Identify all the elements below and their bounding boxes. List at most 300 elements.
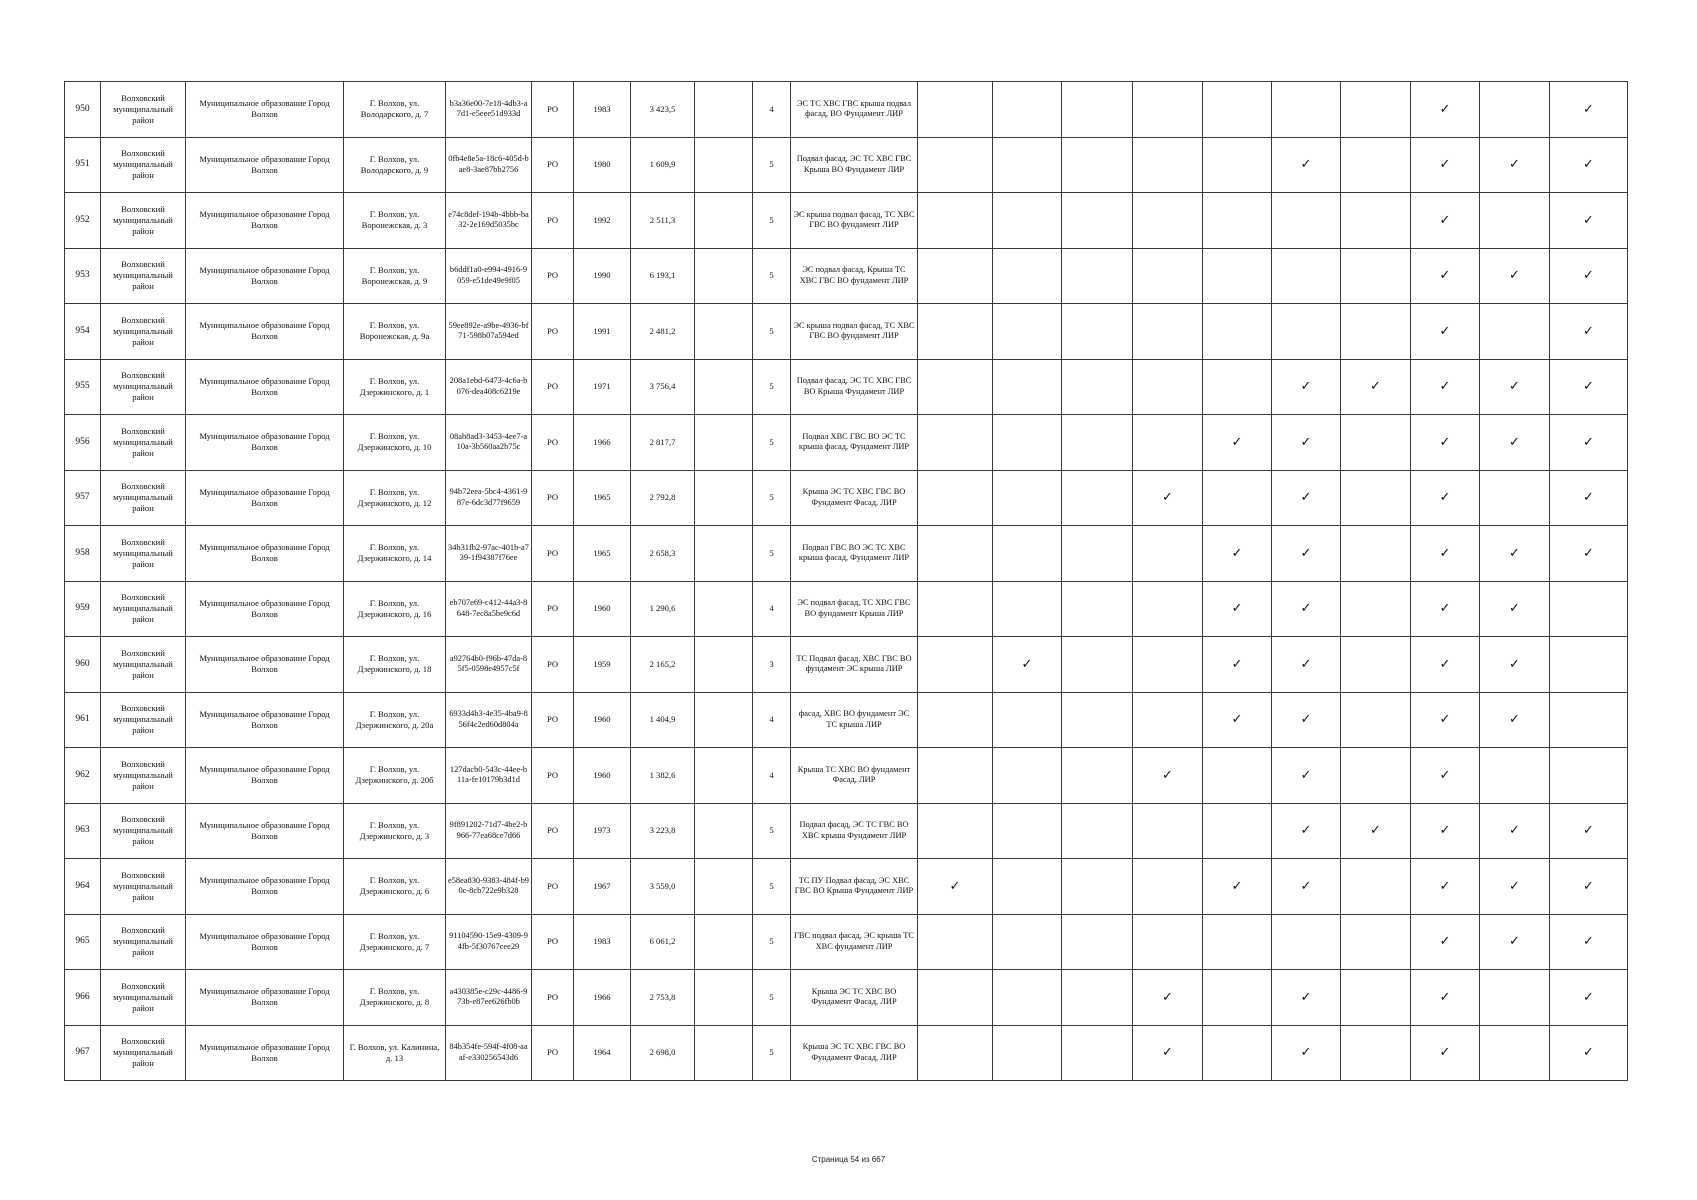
checkmark-icon: ✓ — [1509, 712, 1520, 728]
work-check-cell — [1550, 970, 1628, 1026]
work-check-cell — [1062, 304, 1133, 360]
work-check-cell — [1133, 581, 1203, 637]
work-check-cell — [1062, 470, 1133, 526]
work-check-cell — [1411, 859, 1480, 915]
work-check-cell — [1411, 581, 1480, 637]
total-area-cell: 3 559,0 — [631, 859, 695, 915]
work-check-cell — [1411, 415, 1480, 471]
work-check-cell — [1480, 304, 1550, 360]
total-area-cell: 6 193,1 — [631, 248, 695, 304]
house-guid-cell: 59ee892e-a9be-4936-bf71-598b07a594ed — [446, 304, 532, 360]
empty-cell — [695, 637, 753, 693]
work-check-cell — [1062, 970, 1133, 1026]
row-number: 957 — [65, 470, 101, 526]
address-cell: Г. Волхов, ул. Дзержинского, д. 18 — [344, 637, 446, 693]
district-cell: Волховский муниципальный район — [101, 415, 186, 471]
row-number: 963 — [65, 803, 101, 859]
account-type-cell: РО — [532, 581, 574, 637]
empty-cell — [695, 748, 753, 804]
checkmark-icon: ✓ — [1300, 989, 1312, 1005]
district-cell: Волховский муниципальный район — [101, 359, 186, 415]
district-cell: Волховский муниципальный район — [101, 82, 186, 138]
work-check-cell — [1062, 415, 1133, 471]
build-year-cell: 1965 — [574, 526, 631, 582]
empty-cell — [695, 359, 753, 415]
work-check-cell — [1550, 248, 1628, 304]
address-cell: Г. Волхов, ул. Дзержинского, д. 12 — [344, 470, 446, 526]
district-cell: Волховский муниципальный район — [101, 470, 186, 526]
work-check-cell — [1133, 748, 1203, 804]
municipality-cell: Муниципальное образование Город Волхов — [186, 304, 344, 360]
checkmark-icon: ✓ — [1370, 379, 1381, 395]
work-check-cell — [1062, 637, 1133, 693]
build-year-cell: 1980 — [574, 137, 631, 193]
total-area-cell: 3 223,8 — [631, 803, 695, 859]
checkmark-icon: ✓ — [1300, 545, 1312, 561]
work-check-cell — [1480, 359, 1550, 415]
district-cell: Волховский муниципальный район — [101, 859, 186, 915]
checkmark-icon: ✓ — [1300, 157, 1312, 173]
checkmark-icon: ✓ — [1509, 268, 1520, 284]
address-cell: Г. Волхов, ул. Дзержинского, д. 16 — [344, 581, 446, 637]
works-list-cell: ТС Подвал фасад, ХВС ГВС ВО фундамент ЭС крыша ЛИР — [791, 637, 918, 693]
work-check-cell — [1341, 914, 1411, 970]
work-check-cell — [1480, 859, 1550, 915]
work-check-cell — [993, 637, 1062, 693]
checkmark-icon: ✓ — [1583, 1045, 1594, 1061]
floors-cell: 3 — [753, 637, 791, 693]
total-area-cell: 2 792,8 — [631, 470, 695, 526]
work-check-cell — [1341, 82, 1411, 138]
work-check-cell — [993, 748, 1062, 804]
work-check-cell — [1203, 803, 1272, 859]
account-type-cell: РО — [532, 859, 574, 915]
work-check-cell — [1272, 304, 1341, 360]
address-cell: Г. Волхов, ул. Дзержинского, д. 10 — [344, 415, 446, 471]
municipality-cell: Муниципальное образование Город Волхов — [186, 914, 344, 970]
work-check-cell — [1272, 415, 1341, 471]
total-area-cell: 3 756,4 — [631, 359, 695, 415]
work-check-cell — [1133, 193, 1203, 249]
works-list-cell: ГВС подвал фасад, ЭС крыша ТС ХВС фундамент ЛИР — [791, 914, 918, 970]
table-row — [65, 470, 1628, 526]
checkmark-icon: ✓ — [1583, 157, 1594, 173]
checkmark-icon: ✓ — [1583, 212, 1594, 228]
work-check-cell — [918, 359, 993, 415]
table-row — [65, 692, 1628, 748]
address-cell: Г. Волхов, ул. Дзержинского, д. 7 — [344, 914, 446, 970]
work-check-cell — [1062, 137, 1133, 193]
address-cell: Г. Волхов, ул. Володарского, д. 9 — [344, 137, 446, 193]
work-check-cell — [1411, 248, 1480, 304]
address-cell: Г. Волхов, ул. Воронежская, д. 3 — [344, 193, 446, 249]
checkmark-icon: ✓ — [1583, 989, 1594, 1005]
work-check-cell — [1341, 1025, 1411, 1081]
empty-cell — [695, 193, 753, 249]
floors-cell: 5 — [753, 359, 791, 415]
build-year-cell: 1967 — [574, 859, 631, 915]
checkmark-icon: ✓ — [1231, 878, 1243, 894]
checkmark-icon: ✓ — [1509, 601, 1520, 617]
empty-cell — [695, 526, 753, 582]
build-year-cell: 1960 — [574, 748, 631, 804]
district-cell: Волховский муниципальный район — [101, 692, 186, 748]
work-check-cell — [1341, 304, 1411, 360]
floors-cell: 4 — [753, 692, 791, 748]
work-check-cell — [993, 193, 1062, 249]
work-check-cell — [1411, 1025, 1480, 1081]
work-check-cell — [1203, 637, 1272, 693]
row-number: 953 — [65, 248, 101, 304]
works-list-cell: Крыша ЭС ТС ХВС ВО Фундамент Фасад, ЛИР — [791, 970, 918, 1026]
total-area-cell: 2 511,3 — [631, 193, 695, 249]
row-number: 959 — [65, 581, 101, 637]
work-check-cell — [1341, 692, 1411, 748]
checkmark-icon: ✓ — [1162, 490, 1173, 506]
empty-cell — [695, 692, 753, 748]
work-check-cell — [918, 470, 993, 526]
table-row — [65, 859, 1628, 915]
work-check-cell — [1411, 914, 1480, 970]
work-check-cell — [1272, 748, 1341, 804]
works-list-cell: Подвал фасад, ЭС ТС ХВС ГВС Крыша ВО Фундамент ЛИР — [791, 137, 918, 193]
work-check-cell — [918, 581, 993, 637]
district-cell: Волховский муниципальный район — [101, 637, 186, 693]
work-check-cell — [1550, 803, 1628, 859]
work-check-cell — [918, 248, 993, 304]
checkmark-icon: ✓ — [1162, 989, 1173, 1005]
work-check-cell — [1341, 526, 1411, 582]
work-check-cell — [993, 304, 1062, 360]
work-check-cell — [918, 137, 993, 193]
work-check-cell — [1411, 748, 1480, 804]
address-cell: Г. Волхов, ул. Воронежская, д. 9 — [344, 248, 446, 304]
work-check-cell — [1272, 914, 1341, 970]
works-list-cell: ЭС крыша подвал фасад, ТС ХВС ГВС ВО фундамент ЛИР — [791, 193, 918, 249]
checkmark-icon: ✓ — [1583, 545, 1594, 561]
district-cell: Волховский муниципальный район — [101, 304, 186, 360]
municipality-cell: Муниципальное образование Город Волхов — [186, 193, 344, 249]
district-cell: Волховский муниципальный район — [101, 1025, 186, 1081]
floors-cell: 4 — [753, 581, 791, 637]
work-check-cell — [1411, 470, 1480, 526]
work-check-cell — [1062, 692, 1133, 748]
work-check-cell — [1062, 82, 1133, 138]
work-check-cell — [1133, 137, 1203, 193]
work-check-cell — [1341, 748, 1411, 804]
account-type-cell: РО — [532, 803, 574, 859]
account-type-cell: РО — [532, 970, 574, 1026]
floors-cell: 5 — [753, 304, 791, 360]
checkmark-icon: ✓ — [1583, 101, 1594, 117]
work-check-cell — [993, 82, 1062, 138]
checkmark-icon: ✓ — [1439, 545, 1451, 561]
address-cell: Г. Волхов, ул. Калинина, д. 13 — [344, 1025, 446, 1081]
empty-cell — [695, 970, 753, 1026]
work-check-cell — [1203, 970, 1272, 1026]
total-area-cell: 2 698,0 — [631, 1025, 695, 1081]
work-check-cell — [1550, 859, 1628, 915]
checkmark-icon: ✓ — [1583, 934, 1594, 950]
work-check-cell — [1550, 359, 1628, 415]
total-area-cell: 2 817,7 — [631, 415, 695, 471]
work-check-cell — [1272, 581, 1341, 637]
empty-cell — [695, 248, 753, 304]
work-check-cell — [1480, 470, 1550, 526]
house-guid-cell: 0fb4e8e5a-18c6-405d-bae8-3ae87bb2756 — [446, 137, 532, 193]
work-check-cell — [1203, 304, 1272, 360]
work-check-cell — [1203, 248, 1272, 304]
account-type-cell: РО — [532, 470, 574, 526]
build-year-cell: 1960 — [574, 692, 631, 748]
work-check-cell — [918, 304, 993, 360]
work-check-cell — [918, 748, 993, 804]
work-check-cell — [1062, 914, 1133, 970]
checkmark-icon: ✓ — [1583, 434, 1594, 450]
checkmark-icon: ✓ — [1439, 101, 1451, 117]
works-list-cell: Подвал ГВС ВО ЭС ТС ХВС крыша фасад, Фундамент ЛИР — [791, 526, 918, 582]
works-list-cell: Крыша ТС ХВС ВО фундамент Фасад, ЛИР — [791, 748, 918, 804]
work-check-cell — [1062, 248, 1133, 304]
work-check-cell — [1480, 1025, 1550, 1081]
account-type-cell: РО — [532, 637, 574, 693]
work-check-cell — [1062, 803, 1133, 859]
work-check-cell — [993, 470, 1062, 526]
district-cell: Волховский муниципальный район — [101, 970, 186, 1026]
account-type-cell: РО — [532, 248, 574, 304]
work-check-cell — [1341, 137, 1411, 193]
work-check-cell — [1203, 193, 1272, 249]
total-area-cell: 3 423,5 — [631, 82, 695, 138]
house-guid-cell: eb707e69-c412-44a3-8648-7ec8a5be9c6d — [446, 581, 532, 637]
work-check-cell — [1480, 581, 1550, 637]
account-type-cell: РО — [532, 692, 574, 748]
checkmark-icon: ✓ — [1439, 767, 1451, 783]
work-check-cell — [1411, 193, 1480, 249]
checkmark-icon: ✓ — [1439, 823, 1451, 839]
checkmark-icon: ✓ — [1439, 712, 1451, 728]
empty-cell — [695, 859, 753, 915]
row-number: 964 — [65, 859, 101, 915]
work-check-cell — [1411, 137, 1480, 193]
work-check-cell — [1411, 359, 1480, 415]
work-check-cell — [1062, 581, 1133, 637]
work-check-cell — [1341, 637, 1411, 693]
checkmark-icon: ✓ — [1439, 656, 1451, 672]
checkmark-icon: ✓ — [1439, 989, 1451, 1005]
table-row — [65, 193, 1628, 249]
work-check-cell — [1133, 359, 1203, 415]
total-area-cell: 6 061,2 — [631, 914, 695, 970]
work-check-cell — [1062, 1025, 1133, 1081]
work-check-cell — [1550, 470, 1628, 526]
empty-cell — [695, 1025, 753, 1081]
checkmark-icon: ✓ — [1439, 601, 1451, 617]
work-check-cell — [1480, 637, 1550, 693]
checkmark-icon: ✓ — [1509, 157, 1520, 173]
account-type-cell: РО — [532, 415, 574, 471]
total-area-cell: 1 290,6 — [631, 581, 695, 637]
work-check-cell — [1203, 692, 1272, 748]
work-check-cell — [1203, 470, 1272, 526]
works-list-cell: ЭС ТС ХВС ГВС крыша подвал фасад, ВО Фундамент ЛИР — [791, 82, 918, 138]
empty-cell — [695, 304, 753, 360]
work-check-cell — [1272, 193, 1341, 249]
checkmark-icon: ✓ — [1300, 434, 1312, 450]
work-check-cell — [1411, 82, 1480, 138]
work-check-cell — [1203, 1025, 1272, 1081]
checkmark-icon: ✓ — [1509, 823, 1520, 839]
total-area-cell: 2 481,2 — [631, 304, 695, 360]
checkmark-icon: ✓ — [1300, 656, 1312, 672]
work-check-cell — [1550, 137, 1628, 193]
checkmark-icon: ✓ — [1583, 379, 1594, 395]
work-check-cell — [1341, 803, 1411, 859]
municipality-cell: Муниципальное образование Город Волхов — [186, 970, 344, 1026]
work-check-cell — [1133, 248, 1203, 304]
floors-cell: 4 — [753, 82, 791, 138]
work-check-cell — [918, 914, 993, 970]
housing-registry-table — [64, 81, 1628, 1081]
house-guid-cell: 127dacb0-543c-44ee-b11a-fe10179b3d1d — [446, 748, 532, 804]
build-year-cell: 1990 — [574, 248, 631, 304]
floors-cell: 5 — [753, 470, 791, 526]
house-guid-cell: 6933d4b3-4e35-4ba9-856f4c2ed60d804a — [446, 692, 532, 748]
work-check-cell — [1133, 470, 1203, 526]
work-check-cell — [1203, 859, 1272, 915]
work-check-cell — [1203, 359, 1272, 415]
row-number: 961 — [65, 692, 101, 748]
build-year-cell: 1971 — [574, 359, 631, 415]
build-year-cell: 1973 — [574, 803, 631, 859]
table-row — [65, 970, 1628, 1026]
work-check-cell — [1062, 526, 1133, 582]
works-list-cell: Подвал ХВС ГВС ВО ЭС ТС крыша фасад, Фундамент ЛИР — [791, 415, 918, 471]
work-check-cell — [993, 415, 1062, 471]
work-check-cell — [1480, 193, 1550, 249]
checkmark-icon: ✓ — [949, 878, 961, 894]
total-area-cell: 2 753,8 — [631, 970, 695, 1026]
municipality-cell: Муниципальное образование Город Волхов — [186, 526, 344, 582]
checkmark-icon: ✓ — [1162, 767, 1173, 783]
work-check-cell — [918, 82, 993, 138]
checkmark-icon: ✓ — [1583, 268, 1594, 284]
house-guid-cell: 34b31fb2-97ac-401b-a739-1f94387f76ee — [446, 526, 532, 582]
table-row — [65, 248, 1628, 304]
work-check-cell — [1480, 970, 1550, 1026]
work-check-cell — [1411, 304, 1480, 360]
municipality-cell: Муниципальное образование Город Волхов — [186, 82, 344, 138]
account-type-cell: РО — [532, 137, 574, 193]
works-list-cell: ЭС крыша подвал фасад, ТС ХВС ГВС ВО фундамент ЛИР — [791, 304, 918, 360]
table-row — [65, 137, 1628, 193]
work-check-cell — [1411, 803, 1480, 859]
municipality-cell: Муниципальное образование Город Волхов — [186, 859, 344, 915]
municipality-cell: Муниципальное образование Город Волхов — [186, 470, 344, 526]
work-check-cell — [918, 859, 993, 915]
checkmark-icon: ✓ — [1509, 878, 1520, 894]
address-cell: Г. Волхов, ул. Дзержинского, д. 8 — [344, 970, 446, 1026]
work-check-cell — [1272, 859, 1341, 915]
district-cell: Волховский муниципальный район — [101, 526, 186, 582]
checkmark-icon: ✓ — [1583, 490, 1594, 506]
table-row — [65, 803, 1628, 859]
work-check-cell — [1550, 193, 1628, 249]
checkmark-icon: ✓ — [1439, 490, 1451, 506]
work-check-cell — [1133, 1025, 1203, 1081]
work-check-cell — [1272, 692, 1341, 748]
checkmark-icon: ✓ — [1300, 878, 1312, 894]
municipality-cell: Муниципальное образование Город Волхов — [186, 581, 344, 637]
checkmark-icon: ✓ — [1300, 712, 1312, 728]
municipality-cell: Муниципальное образование Город Волхов — [186, 248, 344, 304]
house-guid-cell: 84b354fe-594f-4f08-aaaf-e330256543d6 — [446, 1025, 532, 1081]
house-guid-cell: 91104590-15e9-4309-94fb-5f30767cee29 — [446, 914, 532, 970]
checkmark-icon: ✓ — [1162, 1045, 1173, 1061]
row-number: 967 — [65, 1025, 101, 1081]
work-check-cell — [993, 859, 1062, 915]
municipality-cell: Муниципальное образование Город Волхов — [186, 137, 344, 193]
house-guid-cell: 94b72eea-5bc4-4361-987e-6dc3d77f9659 — [446, 470, 532, 526]
checkmark-icon: ✓ — [1439, 379, 1451, 395]
work-check-cell — [993, 970, 1062, 1026]
table-row — [65, 304, 1628, 360]
checkmark-icon: ✓ — [1439, 212, 1451, 228]
row-number: 966 — [65, 970, 101, 1026]
page-number: Страница 54 из 667 — [811, 1155, 886, 1164]
work-check-cell — [1550, 1025, 1628, 1081]
checkmark-icon: ✓ — [1583, 823, 1594, 839]
district-cell: Волховский муниципальный район — [101, 137, 186, 193]
house-guid-cell: a430385e-c29c-4486-973b-e87ee626fb0b — [446, 970, 532, 1026]
work-check-cell — [1062, 193, 1133, 249]
work-check-cell — [1272, 1025, 1341, 1081]
house-guid-cell: e58ea830-9383-484f-b90c-8cb722e9b328 — [446, 859, 532, 915]
address-cell: Г. Волхов, ул. Дзержинского, д. 14 — [344, 526, 446, 582]
work-check-cell — [1411, 526, 1480, 582]
works-list-cell: ТС ПУ Подвал фасад, ЭС ХВС ГВС ВО Крыша Фундамент ЛИР — [791, 859, 918, 915]
build-year-cell: 1965 — [574, 470, 631, 526]
work-check-cell — [1341, 193, 1411, 249]
work-check-cell — [1133, 859, 1203, 915]
address-cell: Г. Волхов, ул. Володарского, д. 7 — [344, 82, 446, 138]
total-area-cell: 1 382,6 — [631, 748, 695, 804]
empty-cell — [695, 415, 753, 471]
build-year-cell: 1966 — [574, 415, 631, 471]
checkmark-icon: ✓ — [1439, 268, 1451, 284]
checkmark-icon: ✓ — [1583, 323, 1594, 339]
work-check-cell — [1272, 803, 1341, 859]
checkmark-icon: ✓ — [1439, 878, 1451, 894]
work-check-cell — [1550, 581, 1628, 637]
checkmark-icon: ✓ — [1583, 878, 1594, 894]
row-number: 958 — [65, 526, 101, 582]
municipality-cell: Муниципальное образование Город Волхов — [186, 359, 344, 415]
table-row — [65, 415, 1628, 471]
house-guid-cell: b6ddf1a0-e994-4916-9059-e51de49e9f05 — [446, 248, 532, 304]
checkmark-icon: ✓ — [1300, 823, 1312, 839]
floors-cell: 5 — [753, 193, 791, 249]
table-row — [65, 581, 1628, 637]
work-check-cell — [1550, 914, 1628, 970]
work-check-cell — [1203, 137, 1272, 193]
work-check-cell — [1550, 415, 1628, 471]
work-check-cell — [1133, 970, 1203, 1026]
empty-cell — [695, 470, 753, 526]
checkmark-icon: ✓ — [1439, 434, 1451, 450]
checkmark-icon: ✓ — [1231, 545, 1243, 561]
work-check-cell — [1272, 470, 1341, 526]
